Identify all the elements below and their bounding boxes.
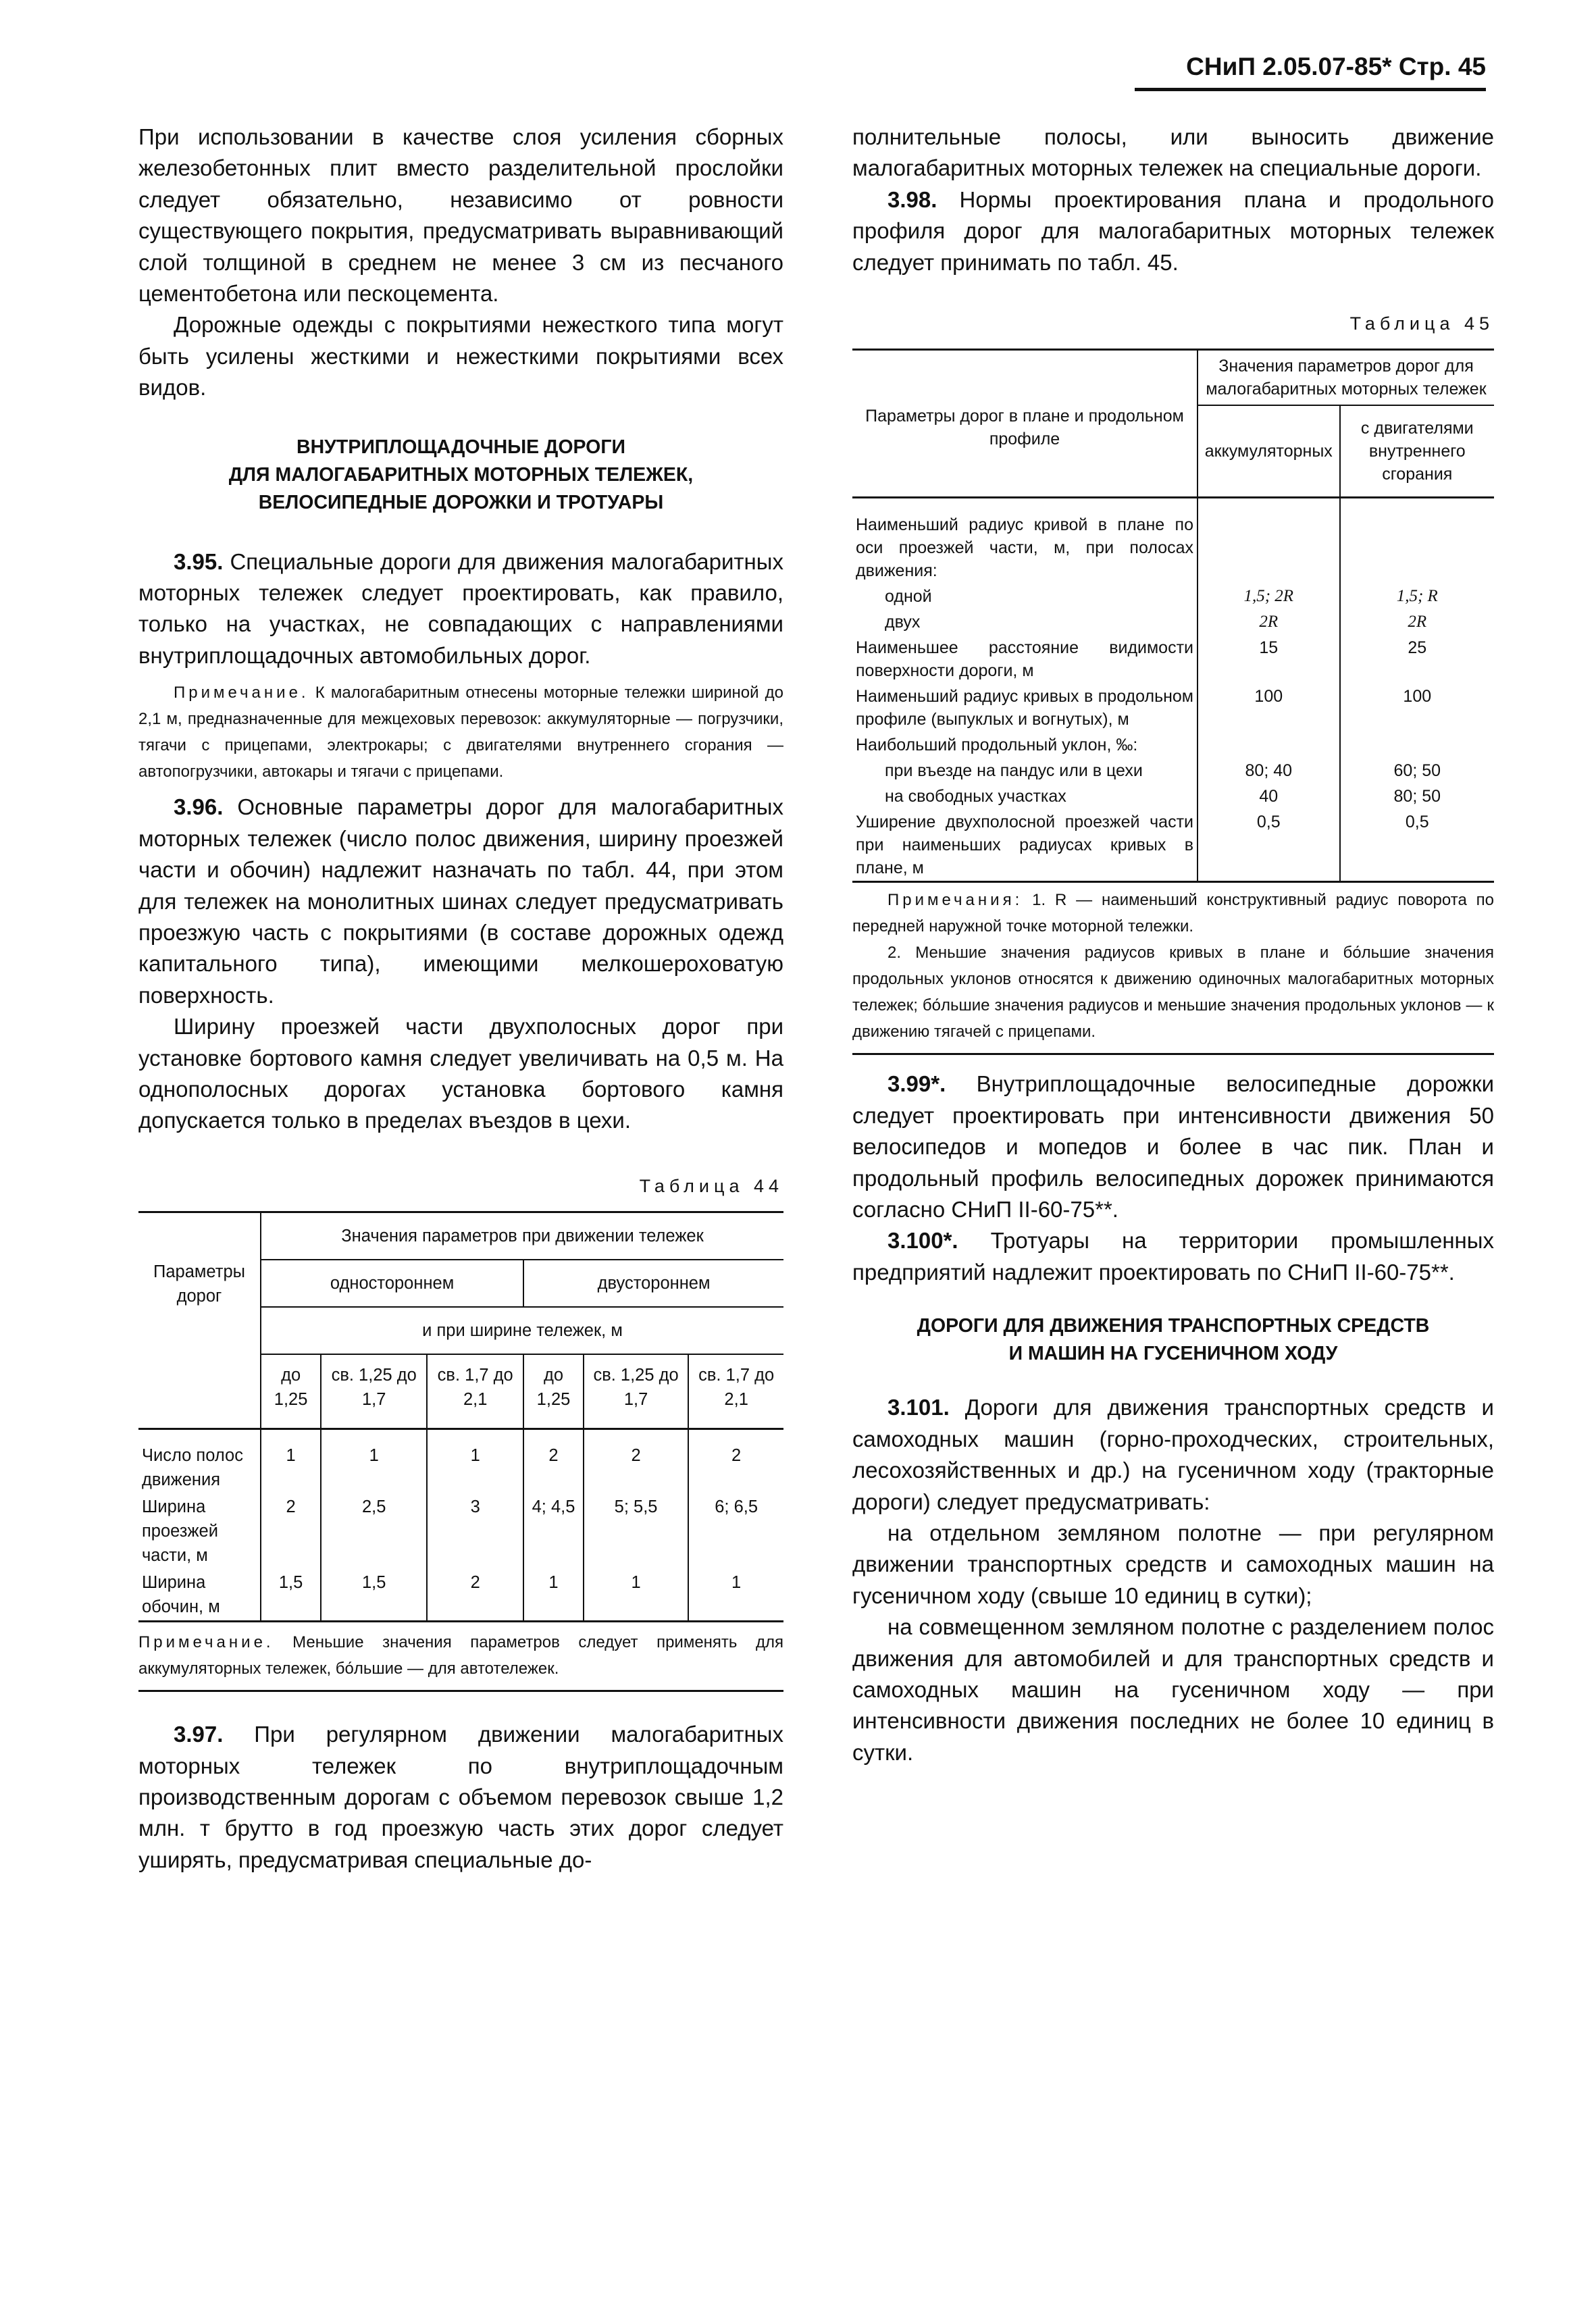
table-header-two-way: двустороннем [523, 1260, 783, 1307]
clause-3-96 [138, 792, 783, 1011]
table-cell: 0,5 [1198, 809, 1340, 882]
clause-number: 3.97. [174, 1722, 224, 1747]
clause-number: 3.100*. [887, 1228, 958, 1254]
heading-line: ВНУТРИПЛОЩАДОЧНЫЕ ДОРОГИ [297, 436, 625, 458]
table-cell: 3 [427, 1493, 523, 1569]
note-3-95 [138, 679, 783, 785]
table-cell: 1,5; R [1396, 587, 1438, 606]
clause-text: Основные параметры дорог для малогабаритных моторных тележек (число полос движения, ширину проезжей части и обочин) надлежит назначать по табл. 44, при этом для тележек на монолитных шинах следует предусматривать проезжую часть с покрытиями (в составе дорожных одежд капитального типа), имеющими мелкошероховатую поверхность. [138, 794, 784, 1008]
note-text: Меньшие значения параметров следует применять для аккумуляторных тележек, бо́льшие — для автотележек. [138, 1633, 783, 1678]
table-row-label: двух [852, 609, 1198, 635]
table-header-blank [138, 1354, 261, 1429]
note-table-45-2: 2. Меньшие значения радиусов кривых в плане и бо́льшие значения продольных уклонов относятся к движению одиночных малогабаритных моторных тележек; бо́льшие значения радиусов и меньшие значения продольных уклонов — к движению тягачей с прицепами. [852, 944, 1494, 1042]
note-label: Примечания: [887, 891, 1023, 910]
table-cell: 5; 5,5 [584, 1493, 688, 1569]
table-cell: 2 [427, 1569, 523, 1622]
table-cell: 2,5 [321, 1493, 427, 1569]
table-cell: 25 [1408, 638, 1427, 658]
table-header-param: Параметры дорог в плане и продольном профиле [852, 350, 1198, 498]
table-cell [1340, 498, 1494, 584]
table-cell: 4; 4,5 [523, 1493, 584, 1569]
section-heading-tracked-roads [852, 1312, 1494, 1368]
table-cell: 1,5 [261, 1569, 321, 1622]
table-cell: 1,5; 2R [1198, 584, 1340, 609]
table-header-ice: с двигателями внутреннего сгорания [1360, 419, 1474, 484]
clause-text: Дороги для движения транспортных средств и самоходных машин (горно-проходческих, строительных, лесохозяйственных и др.) на гусеничном ходу (тракторные дороги) следует предусматривать: [852, 1395, 1494, 1514]
table-cell: 1 [731, 1573, 742, 1593]
clause-3-99 [852, 1069, 1494, 1225]
table-cell: 0,5 [1405, 813, 1429, 832]
clause-text: Нормы проектирования плана и продольного профиля дорог для малогабаритных моторных тележек следует принимать по табл. 45. [852, 186, 1494, 275]
table-row-label: Ширина проезжей части, м [138, 1493, 261, 1569]
clause-number: 3.101. [887, 1395, 950, 1420]
table-cell: 1 [261, 1429, 321, 1494]
table-cell: 2 [523, 1429, 584, 1494]
heading-line: ДОРОГИ ДЛЯ ДВИЖЕНИЯ ТРАНСПОРТНЫХ СРЕДСТВ [917, 1315, 1430, 1337]
table-cell: 15 [1198, 635, 1340, 684]
table-row-label: Наименьший радиус кривой в плане по оси проезжей части, м, при полосах движения: [852, 498, 1198, 584]
table-cell: 1 [427, 1429, 523, 1494]
table-cell: 100 [1403, 687, 1432, 706]
clause-number: 3.95. [174, 548, 224, 574]
table-col-header: св. 1,25 до 1,7 [321, 1354, 427, 1429]
table-cell [1340, 732, 1494, 758]
table-cell: 80; 40 [1198, 758, 1340, 783]
paragraph-combined-subgrade: на совмещенном земляном полотне с разделением полос движения для автомобилей и для транспортных средств и самоходных машин на гусеничном ходу — при интенсивности движения последних не более 10 единиц в сутки. [852, 1614, 1494, 1765]
table-row-label: Ширина обочин, м [138, 1569, 261, 1622]
table-cell: 1 [523, 1569, 584, 1622]
table-cell: 80; 50 [1393, 787, 1441, 806]
table-44-caption: Таблица 44 [639, 1175, 783, 1196]
table-cell [1198, 732, 1340, 758]
paragraph-reinforcement: При использовании в качестве слоя усиления сборных железобетонных плит вместо разделительной прослойки следует обязательно, независимо от ровности существующего покрытия, предусматривать выравнивающий слой толщиной в среднем не менее 3 см из песчаного цементобетона или пескоцемента. [138, 124, 783, 307]
heading-line: И МАШИН НА ГУСЕНИЧНОМ ХОДУ [1008, 1343, 1338, 1365]
table-cell: 2 [584, 1429, 688, 1494]
table-cell: 40 [1198, 783, 1340, 809]
table-45 [852, 349, 1494, 883]
table-col-header: до 1,25 [261, 1354, 321, 1429]
table-cell: 2R [1198, 609, 1340, 635]
table-cell: 1 [321, 1429, 427, 1494]
table-44 [138, 1211, 783, 1622]
clause-text: Внутриплощадочные велосипедные дорожки следует проектировать при интенсивности движения 50 велосипедов и мопедов и более в час пик. План и продольный профиль велосипедных дорожек принимаются согласно СНиП II-60-75**. [852, 1071, 1494, 1223]
note-label: Примечание. [138, 1633, 274, 1652]
section-heading-internal-roads [138, 434, 783, 517]
clause-number: 3.98. [887, 186, 937, 212]
clause-3-100 [852, 1225, 1494, 1288]
paragraph-pavements: Дорожные одежды с покрытиями нежесткого типа могут быть усилены жесткими и нежесткими покрытиями всех видов. [138, 312, 783, 401]
clause-text: При регулярном движении малогабаритных моторных тележек по внутриплощадочным производственным дорогам с объемом перевозок свыше 1,2 млн. т брутто в год проезжую часть этих дорог следует уширять, предусматривая специальные до- [138, 1722, 783, 1872]
clause-3-95 [138, 546, 783, 672]
heading-line: ДЛЯ МАЛОГАБАРИТНЫХ МОТОРНЫХ ТЕЛЕЖЕК, [228, 463, 694, 486]
note-text: 1. R — наименьший конструктивный радиус поворота по передней наружной точке моторной тележки. [852, 891, 1494, 936]
table-cell: 2 [731, 1446, 742, 1466]
paragraph-continuation: полнительные полосы, или выносить движение малогабаритных моторных тележек на специальные дороги. [852, 124, 1494, 181]
clause-number: 3.99*. [887, 1071, 946, 1097]
table-row-label: одной [852, 584, 1198, 609]
table-row-label: Уширение двухполосной проезжей части при наименьших радиусах кривых в плане, м [852, 809, 1198, 882]
clause-3-98 [852, 184, 1494, 278]
table-header-accumulator: аккумуляторных [1198, 405, 1340, 498]
table-header-param: Параметры дорог [138, 1212, 261, 1355]
table-header-values: Значения параметров при движении тележек [261, 1212, 783, 1260]
table-cell: 2 [261, 1493, 321, 1569]
clause-3-101 [852, 1392, 1494, 1518]
table-cell: 1,5 [321, 1569, 427, 1622]
note-table-44 [138, 1629, 783, 1682]
left-column [138, 122, 783, 1876]
table-cell: 100 [1198, 684, 1340, 732]
clause-number: 3.96. [174, 794, 224, 820]
paragraph-curb: Ширину проезжей части двухполосных дорог при установке бортового камня следует увеличивать на 0,5 м. На однополосных дорогах установка бортового камня допускается только в пределах въездов в цехи. [138, 1014, 783, 1133]
right-column [852, 122, 1494, 1768]
table-45-caption: Таблица 45 [1349, 313, 1494, 334]
table-cell: 60; 50 [1393, 761, 1441, 781]
table-header-one-way: одностороннем [261, 1260, 523, 1307]
table-col-header: св. 1,25 до 1,7 [584, 1354, 688, 1429]
table-cell: 6; 6,5 [715, 1497, 758, 1517]
table-col-header: св. 1,7 до 2,1 [427, 1354, 523, 1429]
note-label: Примечание. [174, 684, 309, 702]
clause-3-97 [138, 1719, 783, 1876]
table-col-header: св. 1,7 до 2,1 [698, 1366, 775, 1410]
table-header-width: и при ширине тележек, м [261, 1307, 783, 1354]
table-cell: 1 [584, 1569, 688, 1622]
heading-line: ВЕЛОСИПЕДНЫЕ ДОРОЖКИ И ТРОТУАРЫ [258, 491, 664, 513]
table-row-label: на свободных участках [852, 783, 1198, 809]
table-col-header: до 1,25 [523, 1354, 584, 1429]
clause-text: Тротуары на территории промышленных предприятий надлежит проектировать по СНиП II-60-75**. [852, 1228, 1494, 1285]
table-row-label: при въезде на пандус или в цехи [852, 758, 1198, 783]
note-text: К малогабаритным отнесены моторные тележки шириной до 2,1 м, предназначенные для межцеховых перевозок: аккумуляторные — погрузчики, тягачи с прицепами, электрокары; с двигателями внутреннего сгорания — автопогрузчики, автокары и тягачи с прицепами. [138, 684, 783, 781]
table-row-label: Наименьшее расстояние видимости поверхности дороги, м [852, 635, 1198, 684]
clause-text: Специальные дороги для движения малогабаритных моторных тележек следует проектировать, как правило, только на участках, не совпадающих с направлениями внутриплощадочных автомобильных дорог. [138, 548, 783, 668]
table-row-label: Наименьший радиус кривых в продольном профиле (выпуклых и вогнутых), м [852, 684, 1198, 732]
table-row-label: Наибольший продольный уклон, ‰: [852, 732, 1198, 758]
table-cell: 2R [1408, 613, 1427, 632]
paragraph-separate-subgrade: на отдельном земляном полотне — при регулярном движении транспортных средств и самоходных машин на гусеничном ходу (свыше 10 единиц в сутки); [852, 1520, 1494, 1608]
note-table-45-1 [852, 887, 1494, 940]
table-cell [1198, 498, 1340, 584]
running-header: СНиП 2.05.07-85* Стр. 45 [1135, 53, 1486, 91]
table-header-values: Значения параметров дорог для малогабаритных моторных тележек [1198, 350, 1494, 406]
table-row-label: Число полос движения [138, 1429, 261, 1494]
